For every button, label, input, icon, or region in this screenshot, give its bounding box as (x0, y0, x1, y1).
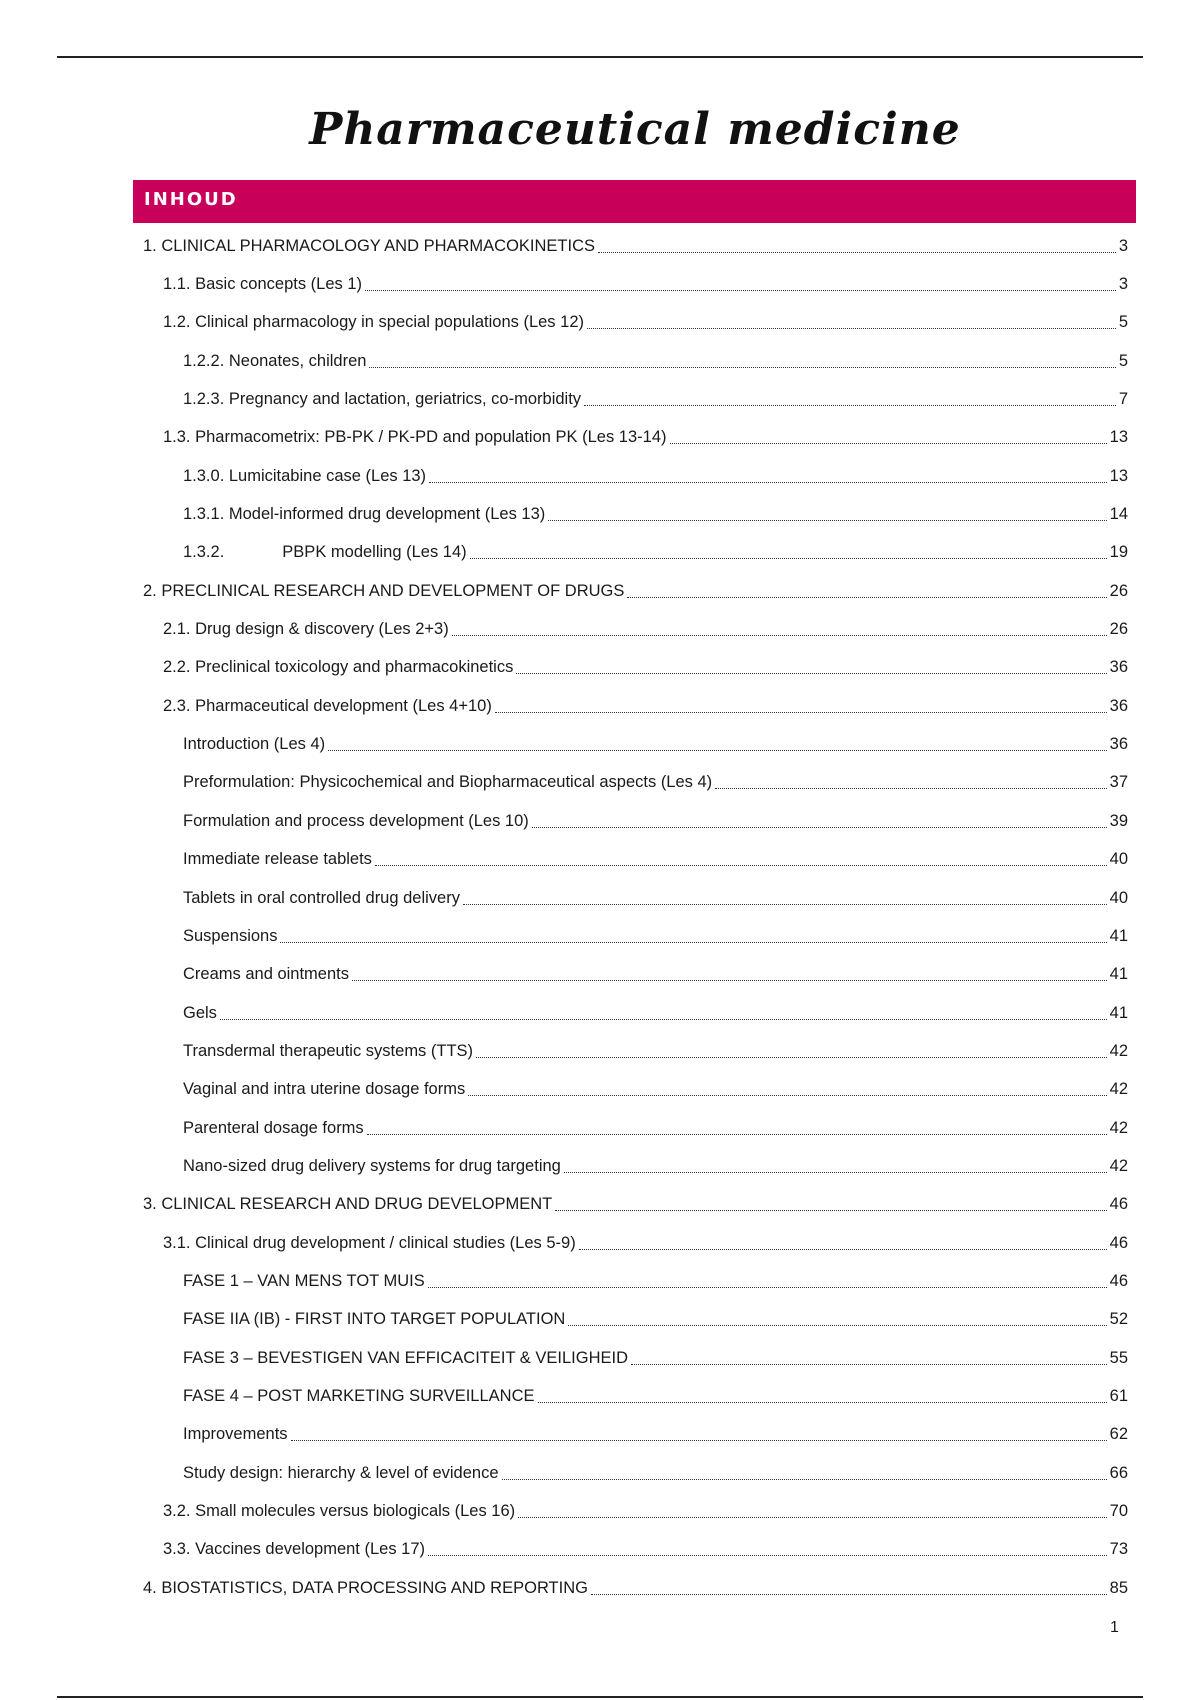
toc-entry-page: 41 (1109, 926, 1128, 945)
toc-entry-page: 41 (1109, 1003, 1128, 1022)
toc-entry-page: 46 (1109, 1233, 1128, 1252)
toc-entry-label: Suspensions (183, 926, 278, 945)
page-number: 1 (1110, 1619, 1119, 1636)
toc-entry-page: 26 (1109, 581, 1128, 600)
toc-entry-page: 46 (1109, 1195, 1128, 1214)
toc-entry-page: 42 (1109, 1118, 1128, 1137)
toc-entry[interactable] (143, 457, 1128, 495)
toc-entry[interactable] (143, 1224, 1128, 1262)
toc-entry-page: 26 (1109, 620, 1128, 639)
toc-entry-label: 2. PRECLINICAL RESEARCH AND DEVELOPMENT OF DRUGS (143, 581, 625, 600)
toc-entry-number: 1.3.2. (183, 543, 225, 562)
toc-leader-dots (452, 635, 1107, 636)
toc-entry[interactable] (143, 1531, 1128, 1569)
toc-leader-dots (670, 443, 1107, 444)
toc-entry[interactable] (143, 342, 1128, 380)
toc-entry[interactable] (143, 764, 1128, 802)
toc-entry-label: 1.2. Clinical pharmacology in special populations (Les 12) (163, 313, 584, 332)
toc-entry-label: 1.3.1. Model-informed drug development (Les 13) (183, 505, 546, 524)
toc-entry-page: 37 (1109, 773, 1128, 792)
toc-leader-dots (476, 1057, 1107, 1058)
toc-entry[interactable] (143, 1032, 1128, 1070)
toc-leader-dots (495, 712, 1107, 713)
toc-entry-label: Formulation and process development (Les 10) (183, 811, 529, 830)
toc-leader-dots (428, 1287, 1107, 1288)
toc-entry[interactable] (143, 1186, 1128, 1224)
toc-entry-page: 52 (1109, 1310, 1128, 1329)
toc-entry-page: 42 (1109, 1080, 1128, 1099)
toc-entry[interactable] (143, 879, 1128, 917)
toc-entry-page: 46 (1109, 1271, 1128, 1290)
toc-entry-label: 3.3. Vaccines development (Les 17) (163, 1540, 426, 1559)
toc-leader-dots (568, 1325, 1106, 1326)
toc-entry-label: Tablets in oral controlled drug delivery (183, 888, 460, 907)
toc-leader-dots (502, 1479, 1107, 1480)
toc-leader-dots (463, 904, 1107, 905)
toc-leader-dots (375, 865, 1107, 866)
toc-entry-page: 62 (1109, 1425, 1128, 1444)
toc-leader-dots (715, 788, 1106, 789)
toc-entry[interactable] (143, 227, 1128, 265)
toc-leader-dots (538, 1402, 1107, 1403)
toc-entry[interactable] (143, 572, 1128, 610)
toc-entry-label: Preformulation: Physicochemical and Biopharmaceutical aspects (Les 4) (183, 773, 713, 792)
toc-entry[interactable] (143, 1377, 1128, 1415)
toc-leader-dots (280, 942, 1106, 943)
toc-entry-page: 40 (1109, 850, 1128, 869)
toc-leader-dots (516, 673, 1106, 674)
toc-entry-page: 13 (1109, 428, 1128, 447)
toc-leader-dots (518, 1517, 1106, 1518)
toc-entry-label: 1. CLINICAL PHARMACOLOGY AND PHARMACOKINETICS (143, 236, 596, 255)
toc-entry[interactable] (143, 1569, 1128, 1607)
toc-entry-page: 19 (1109, 543, 1128, 562)
toc-entry-label: FASE 4 – POST MARKETING SURVEILLANCE (183, 1386, 535, 1405)
toc-entry[interactable] (143, 1301, 1128, 1339)
toc-entry-label: Introduction (Les 4) (183, 735, 326, 754)
toc-entry-page: 42 (1109, 1041, 1128, 1060)
toc-entry[interactable] (143, 380, 1128, 418)
toc-entry-label: 1.3. Pharmacometrix: PB-PK / PK-PD and population PK (Les 13-14) (163, 428, 667, 447)
toc-entry-label: FASE 1 – VAN MENS TOT MUIS (183, 1271, 425, 1290)
toc-leader-dots (367, 1134, 1107, 1135)
toc-entry-label: FASE IIA (IB) - FIRST INTO TARGET POPULATION (183, 1310, 566, 1329)
toc-entry-label: Transdermal therapeutic systems (TTS) (183, 1041, 474, 1060)
toc-leader-dots (468, 1095, 1106, 1096)
toc-entry[interactable] (143, 304, 1128, 342)
toc-entry-label: Gels (183, 1003, 217, 1022)
toc-entry[interactable] (143, 841, 1128, 879)
toc-entry-page: 73 (1109, 1540, 1128, 1559)
toc-entry-page: 3 (1118, 275, 1128, 294)
toc-entry-page: 70 (1109, 1502, 1128, 1521)
toc-leader-dots (591, 1594, 1107, 1595)
toc-entry-label: Creams and ointments (183, 965, 349, 984)
toc-entry[interactable] (143, 534, 1128, 572)
section-header-banner (133, 180, 1136, 223)
toc-leader-dots (220, 1019, 1107, 1020)
toc-entry-page: 36 (1109, 735, 1128, 754)
toc-entry-page: 14 (1109, 505, 1128, 524)
toc-entry[interactable] (143, 1454, 1128, 1492)
toc-leader-dots (598, 252, 1116, 253)
toc-entry[interactable] (143, 649, 1128, 687)
toc-entry-label: Study design: hierarchy & level of evidence (183, 1463, 499, 1482)
toc-entry-label: 2.3. Pharmaceutical development (Les 4+10) (163, 696, 492, 715)
toc-entry[interactable] (143, 1147, 1128, 1185)
toc-leader-dots (631, 1364, 1107, 1365)
toc-entry[interactable] (143, 1339, 1128, 1377)
toc-entry-page: 36 (1109, 696, 1128, 715)
toc-entry-label: Improvements (183, 1425, 288, 1444)
toc-entry-label (183, 543, 467, 562)
toc-entry[interactable] (143, 419, 1128, 457)
toc-entry[interactable] (143, 1492, 1128, 1530)
toc-leader-dots (365, 290, 1116, 291)
toc-entry[interactable] (143, 802, 1128, 840)
toc-leader-dots (328, 750, 1106, 751)
toc-leader-dots (548, 520, 1106, 521)
toc-entry-label: 1.1. Basic concepts (Les 1) (163, 275, 363, 294)
toc-entry-page: 61 (1109, 1386, 1128, 1405)
toc-entry[interactable] (143, 1109, 1128, 1147)
toc-entry-label: 1.2.2. Neonates, children (183, 351, 367, 370)
toc-entry-label: Vaginal and intra uterine dosage forms (183, 1080, 466, 1099)
toc-entry-text: PBPK modelling (Les 14) (282, 543, 467, 562)
toc-entry[interactable] (143, 917, 1128, 955)
toc-leader-dots (291, 1440, 1107, 1441)
toc-entry-label: 2.2. Preclinical toxicology and pharmacokinetics (163, 658, 514, 677)
toc-entry-page: 42 (1109, 1156, 1128, 1175)
toc-entry-page: 5 (1118, 313, 1128, 332)
toc-entry-label: 3.1. Clinical drug development / clinical studies (Les 5-9) (163, 1233, 576, 1252)
toc-entry-page: 13 (1109, 466, 1128, 485)
toc-leader-dots (369, 367, 1115, 368)
toc-leader-dots (564, 1172, 1107, 1173)
toc-entry[interactable] (143, 1071, 1128, 1109)
toc-leader-dots (579, 1249, 1107, 1250)
toc-leader-dots (429, 482, 1107, 483)
toc-entry-label: 3. CLINICAL RESEARCH AND DRUG DEVELOPMENT (143, 1195, 553, 1214)
toc-entry-label: Nano-sized drug delivery systems for drug targeting (183, 1156, 561, 1175)
toc-entry[interactable] (143, 956, 1128, 994)
toc-entry[interactable] (143, 495, 1128, 533)
toc-entry[interactable] (143, 610, 1128, 648)
section-header-label: INHOUD (144, 189, 238, 210)
toc-leader-dots (627, 597, 1106, 598)
toc-entry[interactable] (143, 687, 1128, 725)
toc-entry-label: 2.1. Drug design & discovery (Les 2+3) (163, 620, 449, 639)
toc-entry-page: 40 (1109, 888, 1128, 907)
toc-entry-page: 85 (1109, 1578, 1128, 1597)
document-title: Pharmaceutical medicine (309, 104, 961, 155)
toc-entry-page: 66 (1109, 1463, 1128, 1482)
toc-entry-label: 3.2. Small molecules versus biologicals (Les 16) (163, 1502, 516, 1521)
toc-entry-page: 3 (1118, 236, 1128, 255)
toc-entry[interactable] (143, 265, 1128, 303)
toc-entry[interactable] (143, 994, 1128, 1032)
toc-leader-dots (470, 558, 1107, 559)
toc-entry-page: 39 (1109, 811, 1128, 830)
toc-entry-page: 41 (1109, 965, 1128, 984)
table-of-contents (143, 227, 1128, 1607)
toc-entry-label: Parenteral dosage forms (183, 1118, 364, 1137)
toc-leader-dots (555, 1210, 1106, 1211)
toc-entry-page: 55 (1109, 1348, 1128, 1367)
toc-entry[interactable] (143, 1416, 1128, 1454)
toc-leader-dots (532, 827, 1107, 828)
toc-leader-dots (587, 328, 1116, 329)
toc-leader-dots (428, 1555, 1107, 1556)
toc-entry-page: 36 (1109, 658, 1128, 677)
footer-rule (57, 1696, 1143, 1698)
toc-entry[interactable] (143, 1262, 1128, 1300)
toc-leader-dots (352, 980, 1107, 981)
toc-entry-label: 1.3.0. Lumicitabine case (Les 13) (183, 466, 427, 485)
toc-entry-label: FASE 3 – BEVESTIGEN VAN EFFICACITEIT & VEILIGHEID (183, 1348, 629, 1367)
toc-entry[interactable] (143, 725, 1128, 763)
toc-entry-label: 4. BIOSTATISTICS, DATA PROCESSING AND REPORTING (143, 1578, 588, 1597)
toc-entry-label: Immediate release tablets (183, 850, 372, 869)
toc-leader-dots (584, 405, 1116, 406)
toc-entry-label: 1.2.3. Pregnancy and lactation, geriatrics, co-morbidity (183, 390, 582, 409)
header-rule (57, 56, 1143, 58)
toc-entry-page: 5 (1118, 351, 1128, 370)
toc-entry-page: 7 (1118, 390, 1128, 409)
